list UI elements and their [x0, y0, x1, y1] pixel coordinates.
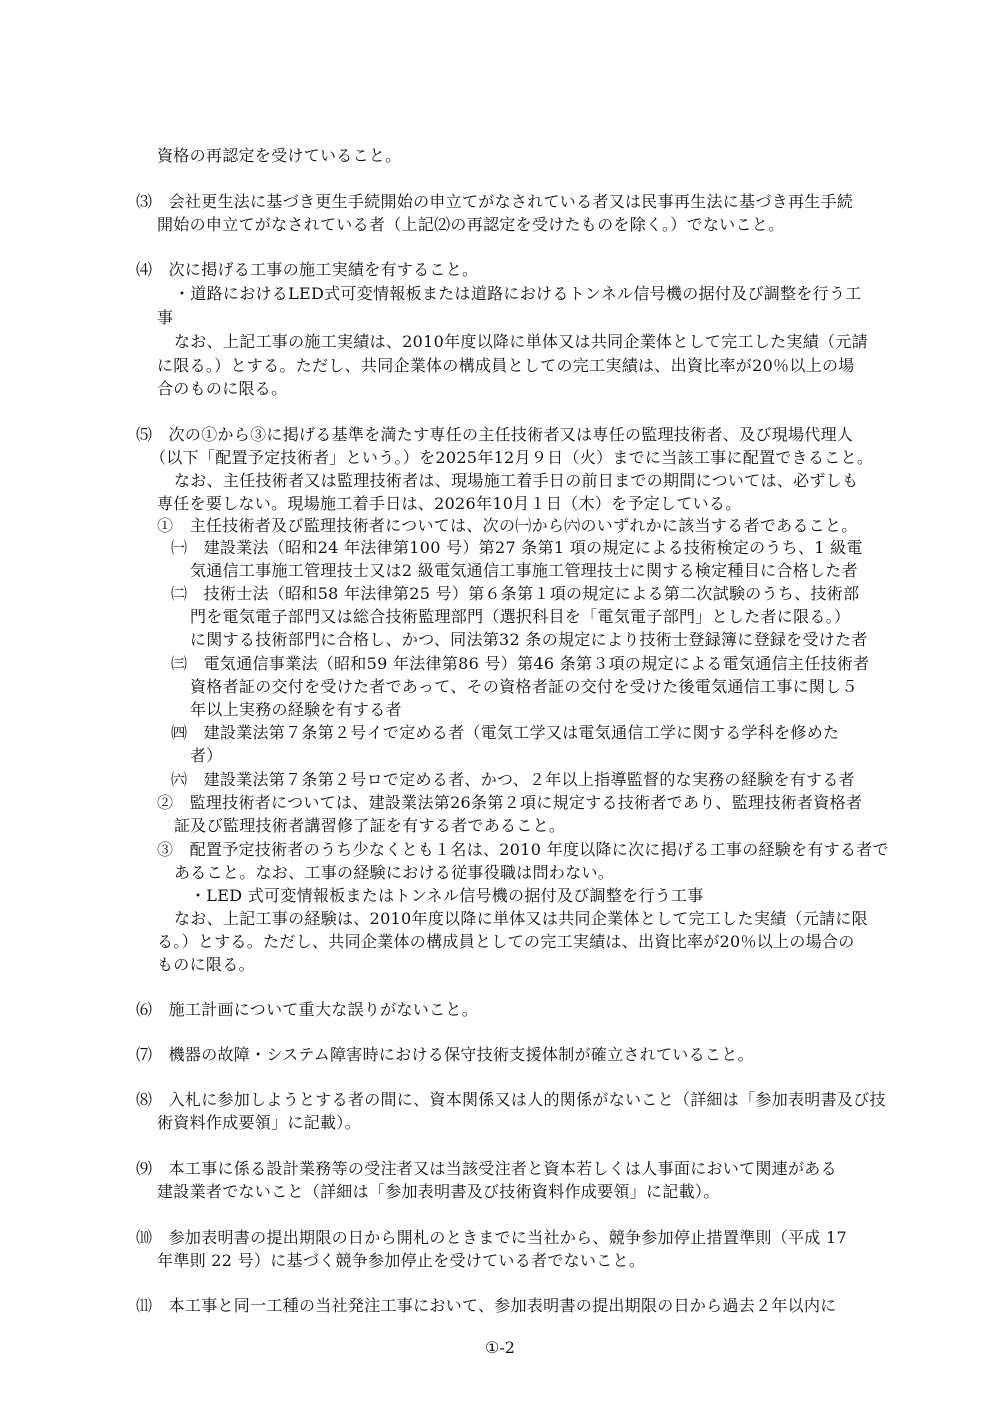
text-line: に関する技術部門に合格し、かつ、同法第32 条の規定により技術士登録簿に登録を受けた者 [190, 630, 868, 649]
text-line: 年準則 22 号）に基づく競争参加停止を受けている者でないこと。 [157, 1251, 646, 1270]
text-line: なお、主任技術者又は監理技術者は、現場施工着手日の前日までの期間については、必ずしも [174, 471, 859, 490]
text-line: 開始の申立てがなされている者（上記⑵の再認定を受けたものを除く。）でないこと。 [157, 215, 785, 234]
text-line: あること。なお、工事の経験における従事役職は問わない。 [174, 863, 615, 882]
text-line: （以下「配置予定技術者」という。）を2025年12月９日（火）までに当該工事に配置できること。 [150, 448, 874, 467]
text-line: なお、上記工事の施工実績は、2010年度以降に単体又は共同企業体として完工した実績（元請 [174, 332, 868, 351]
text-line: ㈣ 建設業法第７条第２号イで定める者（電気工学又は電気通信工学に関する学科を修めた [171, 723, 840, 742]
text-line: 専任を要しない。現場施工着手日は、2026年10月１日（木）を予定している。 [157, 494, 742, 513]
text-line: ⑹ 施工計画について重大な誤りがないこと。 [136, 1000, 478, 1019]
text-line: ⑸ 次の①から③に掲げる基準を満たす専任の主任技術者又は専任の監理技術者、及び現場代理人 [136, 425, 854, 444]
text-line: 門を電気電子部門又は総合技術監理部門（選択科目を「電気電子部門」とした者に限る。） [190, 607, 851, 626]
text-line: に限る。）とする。ただし、共同企業体の構成員としての完工実績は、出資比率が20％以上の場 [157, 356, 855, 375]
text-line: なお、上記工事の経験は、2010年度以降に単体又は共同企業体として完工した実績（元請に限 [174, 909, 868, 928]
text-line: ① 主任技術者及び監理技術者については、次の㈠から㈥のいずれかに該当する者であること。 [157, 516, 858, 535]
text-line: 証及び監理技術者講習修了証を有する者であること。 [174, 816, 566, 835]
text-line: る。）とする。ただし、共同企業体の構成員としての完工実績は、出資比率が20％以上の場合の [157, 932, 855, 951]
text-line: 資格者証の交付を受けた者であって、その資格者証の交付を受けた後電気通信工事に関し５ [190, 677, 858, 696]
text-line: ㈡ 技術士法（昭和58 年法律第25 号）第６条第１項の規定による第二次試験のうち、技術部 [171, 584, 860, 603]
text-line: ⑻ 入札に参加しようとする者の間に、資本関係又は人的関係がないこと（詳細は「参加表明書及び技 [136, 1090, 886, 1109]
text-line: ⑺ 機器の故障・システム障害時における保守技術支援体制が確立されていること。 [136, 1045, 754, 1064]
text-line: ㈥ 建設業法第７条第２号ロで定める者、かつ、２年以上指導監督的な実務の経験を有する者 [171, 770, 855, 789]
page-number: ①-2 [485, 1338, 515, 1357]
text-line: ⑶ 会社更生法に基づき更生手続開始の申立てがなされている者又は民事再生法に基づき再生手続 [136, 192, 854, 211]
text-line: ㈢ 電気通信事業法（昭和59 年法律第86 号）第46 条第３項の規定による電気通信主任技術者 [171, 654, 870, 673]
text-line: 術資料作成要領」に記載）。 [157, 1113, 361, 1132]
text-line: 者） [190, 746, 223, 765]
text-line: 年以上実務の経験を有する者 [190, 700, 402, 719]
text-line: ㈠ 建設業法（昭和24 年法律第100 号）第27 条第1 項の規定による技術検定のうち、1 級電 [171, 538, 863, 557]
text-line: ⑷ 次に掲げる工事の施工実績を有すること。 [136, 260, 479, 279]
text-line: 建設業者でないこと（詳細は「参加表明書及び技術資料作成要領」に記載）。 [157, 1182, 720, 1201]
text-line: 事 [157, 308, 174, 327]
text-line: ③ 配置予定技術者のうち少なくとも１名は、2010 年度以降に次に掲げる工事の経験を有する者で [157, 840, 889, 859]
text-line: ⑾ 本工事と同一工種の当社発注工事において、参加表明書の提出期限の日から過去２年以内に [136, 1296, 837, 1315]
text-line: ・道路におけるLED式可変情報板または道路におけるトンネル信号機の据付及び調整を行う工 [174, 284, 862, 303]
text-line: ものに限る。 [157, 955, 255, 974]
text-line: ⑼ 本工事に係る設計業務等の受注者又は当該受注者と資本若しくは人事面において関連がある [136, 1159, 837, 1178]
text-line: ② 監理技術者については、建設業法第26条第２項に規定する技術者であり、監理技術者資格者 [157, 793, 863, 812]
text-line: ・LED 式可変情報板またはトンネル信号機の据付及び調整を行う工事 [190, 886, 704, 905]
text-line: 資格の再認定を受けていること。 [157, 146, 402, 165]
text-line: 気通信工事施工管理技士又は2 級電気通信工事施工管理技士に関する検定種目に合格した者 [190, 561, 858, 580]
text-line: 合のものに限る。 [157, 379, 288, 398]
text-line: ⑽ 参加表明書の提出期限の日から開札のときまでに当社から、競争参加停止措置準則（平成 17 [136, 1228, 847, 1247]
